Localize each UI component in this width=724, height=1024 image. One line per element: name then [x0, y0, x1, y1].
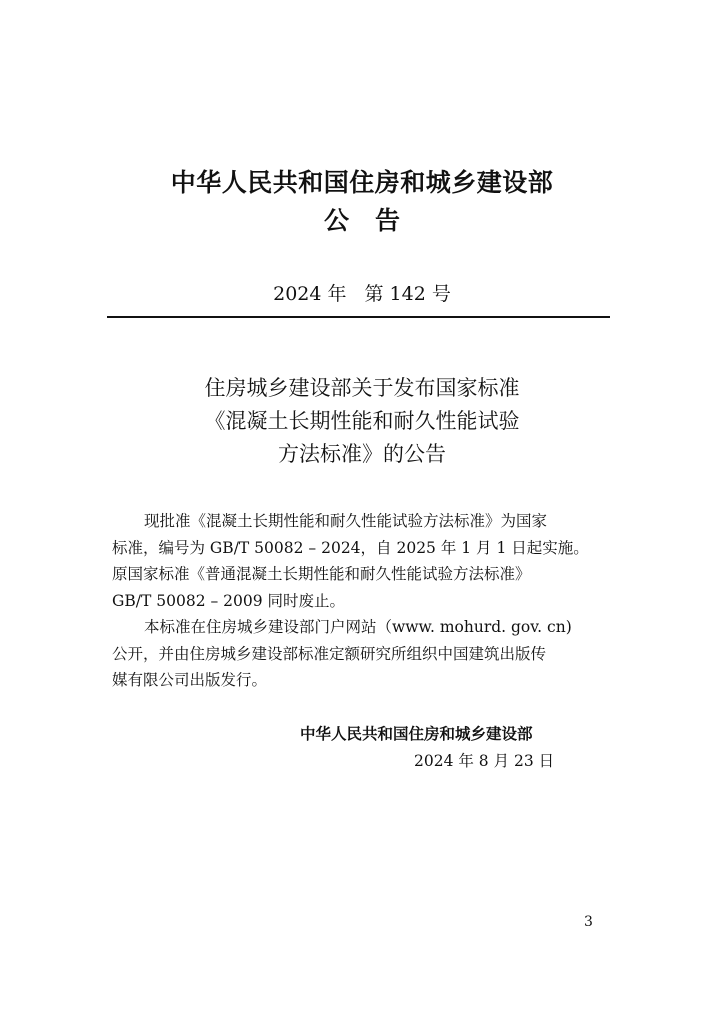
- subject-title: [0, 372, 724, 471]
- signature-organization: 中华人民共和国住房和城乡建设部: [300, 725, 533, 743]
- signature-block: [300, 721, 590, 775]
- document-year: 2024 年: [273, 283, 347, 305]
- subject-line: 住房城乡建设部关于发布国家标准: [204, 376, 520, 400]
- signature-date: 2024 年 8 月 23 日: [414, 752, 555, 770]
- document-number: [0, 279, 724, 306]
- body-line: 公开，并由住房城乡建设部标准定额研究所组织中国建筑出版传: [112, 644, 547, 663]
- subject-line: 方法标准》的公告: [278, 442, 446, 466]
- body-line: 媒有限公司出版发行。: [112, 671, 268, 689]
- body-line: 原国家标准《普通混凝土长期性能和耐久性能试验方法标准》: [112, 565, 531, 583]
- announcement-body: [112, 508, 612, 694]
- issuer-title: 中华人民共和国住房和城乡建设部: [170, 168, 554, 197]
- body-line: 现批准《混凝土长期性能和耐久性能试验方法标准》为国家: [144, 512, 548, 530]
- header-divider: [107, 316, 610, 318]
- body-line: GB/T 50082 – 2009 同时废止。: [112, 591, 346, 610]
- body-line: 标准，编号为 GB/T 50082 – 2024，自 2025 年 1 月 1 日起实施。: [112, 538, 589, 557]
- page-number: 3: [584, 914, 593, 930]
- subject-line: 《混凝土长期性能和耐久性能试验: [204, 409, 520, 433]
- body-line: 本标准在住房城乡建设部门户网站（www. mohurd. gov. cn): [144, 618, 572, 636]
- document-serial: 第 142 号: [364, 283, 451, 305]
- document-type: 公告: [323, 206, 426, 235]
